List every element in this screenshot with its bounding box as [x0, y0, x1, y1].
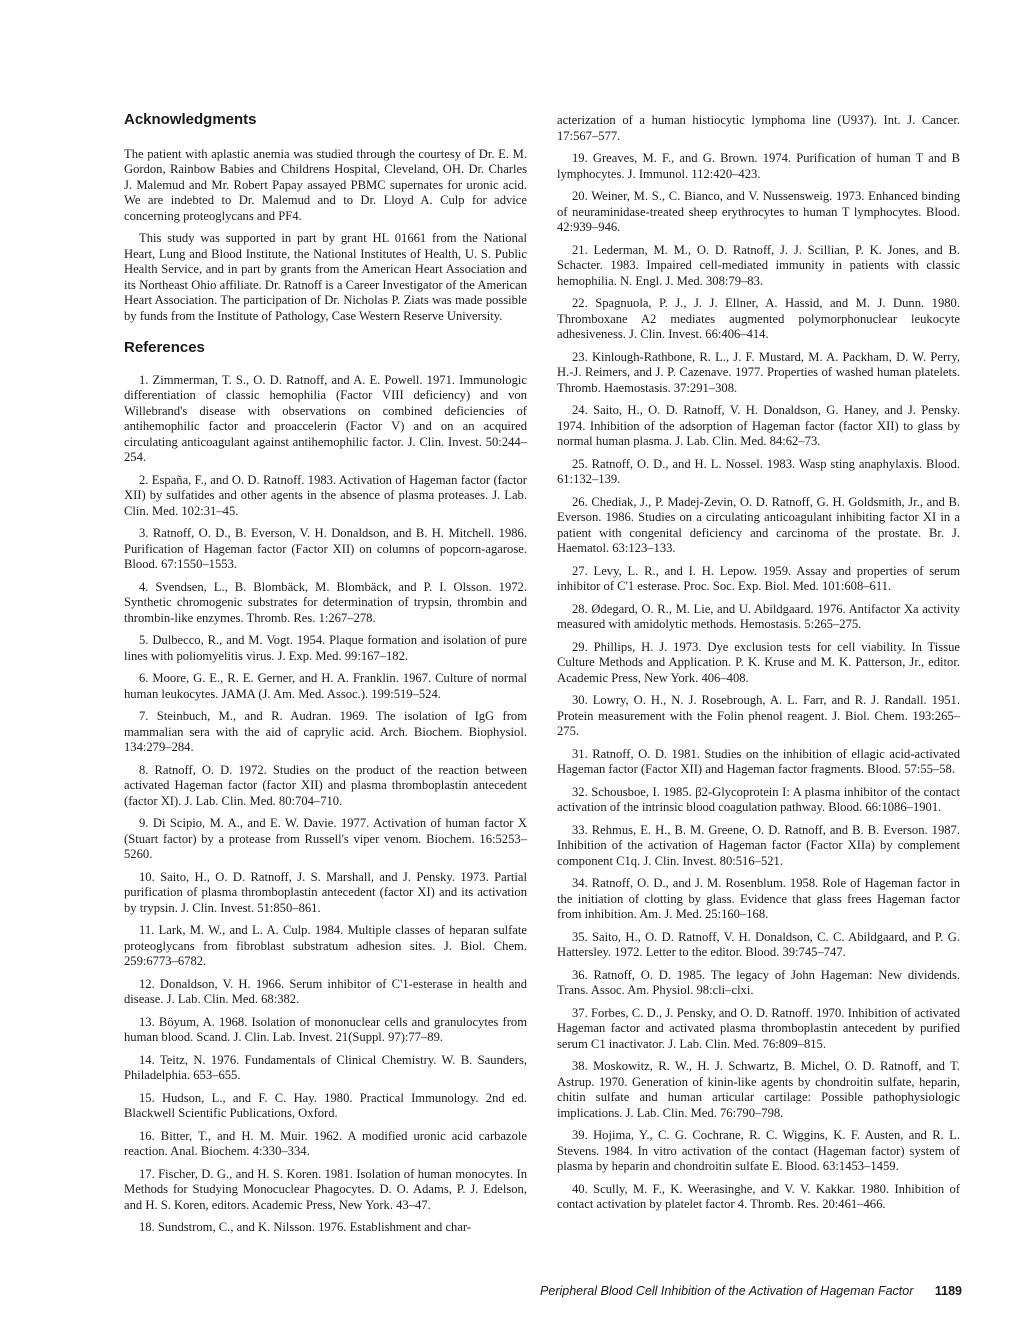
reference-item: 40. Scully, M. F., K. Weerasinghe, and V. V. Kakkar. 1980. Inhibition of contact activation by platelet factor 4. Thromb. Res. 20:461–466. [557, 1181, 960, 1211]
reference-item: 34. Ratnoff, O. D., and J. M. Rosenblum. 1958. Role of Hageman factor in the initiation of clotting by glass. Evidence that glass frees Hageman factor from inhibition. Am. J. Med. 25:160–168. [557, 876, 960, 921]
reference-item: 16. Bitter, T., and H. M. Muir. 1962. A modified uronic acid carbazole reaction. Anal. Biochem. 4:330–334. [124, 1128, 527, 1158]
reference-item: 8. Ratnoff, O. D. 1972. Studies on the product of the reaction between activated Hageman factor (factor XII) and plasma thromboplastin antecedent (factor XI). J. Lab. Clin. Med. 80:704–710. [124, 762, 527, 808]
reference-item: 11. Lark, M. W., and L. A. Culp. 1984. Multiple classes of heparan sulfate proteoglycans from fibroblast substratum adhesion sites. J. Biol. Chem. 259:6773–6782. [124, 923, 527, 968]
reference-item: 6. Moore, G. E., R. E. Gerner, and H. A. Franklin. 1967. Culture of normal human leukocytes. JAMA (J. Am. Med. Assoc.). 199:519–524. [124, 671, 527, 701]
reference-list-right [557, 113, 960, 1213]
reference-item: 38. Moskowitz, R. W., H. J. Schwartz, B. Michel, O. D. Ratnoff, and T. Astrup. 1970. Generation of kinin-like agents by chondroitin sulfate, heparin, chitin sulfate and human articular cartilage: Possible pathophysiologic implications. J. Lab. Clin. Med. 76:790–798. [557, 1059, 960, 1120]
reference-item: 26. Chediak, J., P. Madej-Zevin, O. D. Ratnoff, G. H. Goldsmith, Jr., and B. Everson. 1986. Studies on a circulating anticoagulant inhibiting factor XI in a patient with congenital deficiency and carcinoma of the prostate. Br. J. Haematol. 63:123–133. [557, 494, 960, 555]
reference-item: 32. Schousboe, I. 1985. β2-Glycoprotein I: A plasma inhibitor of the contact activation of the intrinsic blood coagulation pathway. Blood. 66:1086–1901. [557, 784, 960, 814]
reference-item: 10. Saito, H., O. D. Ratnoff, J. S. Marshall, and J. Pensky. 1973. Partial purification of plasma thromboplastin antecedent (factor XI) and its activation by trypsin. J. Clin. Invest. 51:850–861. [124, 869, 527, 915]
reference-item: 14. Teitz, N. 1976. Fundamentals of Clinical Chemistry. W. B. Saunders, Philadelphia. 653–655. [124, 1052, 527, 1082]
acknowledgments-heading: Acknowledgments [124, 111, 257, 128]
acknowledgments-paragraph: This study was supported in part by grant HL 01661 from the National Heart, Lung and Blood Institute, the National Institutes of Health, U. S. Public Health Service, and in part by grants from the American Heart Association and its Northeast Ohio affiliate. Dr. Ratnoff is a Career Investigator of the American Heart Association. The participation of Dr. Nicholas P. Ziats was made possible by funds from the Institute of Pathology, Case Western Reserve University. [124, 231, 527, 323]
reference-item: 35. Saito, H., O. D. Ratnoff, V. H. Donaldson, C. C. Abildgaard, and P. G. Hattersley. 1972. Letter to the editor. Blood. 39:745–747. [557, 929, 960, 959]
reference-item: 24. Saito, H., O. D. Ratnoff, V. H. Donaldson, G. Haney, and J. Pensky. 1974. Inhibition of the adsorption of Hageman factor (factor XII) to glass by normal human plasma. J. Lab. Clin. Med. 84:62–73. [557, 403, 960, 448]
reference-item: 27. Levy, L. R., and I. H. Lepow. 1959. Assay and properties of serum inhibitor of C'1 esterase. Proc. Soc. Exp. Biol. Med. 101:608–611. [557, 563, 960, 593]
reference-item: 23. Kinlough-Rathbone, R. L., J. F. Mustard, M. A. Packham, D. W. Perry, H.-J. Reimers, and J. P. Cazenave. 1977. Properties of washed human platelets. Thromb. Haemostasis. 37:291–308. [557, 349, 960, 395]
left-column [124, 112, 527, 1243]
reference-item: 13. Böyum, A. 1968. Isolation of mononuclear cells and granulocytes from human blood. Scand. J. Clin. Lab. Invest. 21(Suppl. 97):77–89. [124, 1014, 527, 1044]
reference-item: 21. Lederman, M. M., O. D. Ratnoff, J. J. Scillian, P. K. Jones, and B. Schacter. 1983. Impaired cell-mediated immunity in patients with classic hemophilia. N. Engl. J. Med. 308:79–83. [557, 242, 960, 288]
reference-item: 9. Di Scipio, M. A., and E. W. Davie. 1977. Activation of human factor X (Stuart factor) by a protease from Russell's viper venom. Biochem. 16:5253–5260. [124, 816, 527, 861]
reference-list-left [124, 373, 527, 1236]
reference-item: 29. Phillips, H. J. 1973. Dye exclusion tests for cell viability. In Tissue Culture Methods and Application. P. K. Kruse and M. K. Patterson, Jr., editor. Academic Press, New York. 406–408. [557, 639, 960, 685]
reference-item: 3. Ratnoff, O. D., B. Everson, V. H. Donaldson, and B. H. Mitchell. 1986. Purification of Hageman factor (Factor XII) on columns of popcorn-agarose. Blood. 67:1550–1553. [124, 526, 527, 571]
reference-item: 1. Zimmerman, T. S., O. D. Ratnoff, and A. E. Powell. 1971. Immunologic differentiation of classic hemophilia (Factor VIII deficiency) and von Willebrand's disease with observations on combined deficiencies of antihemophilic factor and proaccelerin (Factor V) and on an acquired circulating anticoagulant against antihemophilic factor. J. Clin. Invest. 50:244–254. [124, 372, 527, 464]
reference-item: 2. España, F., and O. D. Ratnoff. 1983. Activation of Hageman factor (factor XII) by sulfatides and other agents in the absence of plasma proteases. J. Lab. Clin. Med. 102:31–45. [124, 472, 527, 518]
reference-item: 28. Ødegard, O. R., M. Lie, and U. Abildgaard. 1976. Antifactor Xa activity measured with amidolytic methods. Hemostasis. 5:265–275. [557, 601, 960, 631]
running-title: Peripheral Blood Cell Inhibition of the Activation of Hageman Factor [540, 1284, 914, 1298]
reference-item: 17. Fischer, D. G., and H. S. Koren. 1981. Isolation of human monocytes. In Methods for Studying Monocuclear Phagocytes. D. O. Adams, P. J. Edelson, and H. S. Koren, editors. Academic Press, New York. 43–47. [124, 1166, 527, 1212]
reference-item: 7. Steinbuch, M., and R. Audran. 1969. The isolation of IgG from mammalian sera with the aid of caprylic acid. Arch. Biochem. Biophysiol. 134:279–284. [124, 709, 527, 754]
reference-item: 36. Ratnoff, O. D. 1985. The legacy of John Hageman: New dividends. Trans. Assoc. Am. Physiol. 98:cli–clxi. [557, 967, 960, 997]
reference-item: 22. Spagnuola, P. J., J. J. Ellner, A. Hassid, and M. J. Dunn. 1980. Thromboxane A2 mediates augmented polymorphonuclear leukocyte adhesiveness. J. Clin. Invest. 66:406–414. [557, 296, 960, 341]
reference-item: 33. Rehmus, E. H., B. M. Greene, O. D. Ratnoff, and B. B. Everson. 1987. Inhibition of the activation of Hageman factor (Factor XIIa) by complement component C1q. J. Clin. Invest. 80:516–521. [557, 822, 960, 868]
page-footer [540, 1284, 962, 1298]
acknowledgments-paragraph: The patient with aplastic anemia was studied through the courtesy of Dr. E. M. Gordon, Rainbow Babies and Childrens Hospital, Cleveland, OH. Dr. Charles J. Malemud and Mr. Robert Papay assayed PBMC supernates for uronic acid. We are indebted to Dr. Malemud and to Dr. Lloyd A. Culp for advice concerning proteoglycans and PF4. [124, 146, 527, 223]
reference-item: 18. Sundstrom, C., and K. Nilsson. 1976. Establishment and char- [139, 1220, 472, 1234]
right-column [557, 113, 960, 1220]
reference-item: 4. Svendsen, L., B. Blombäck, M. Blombäck, and P. I. Olsson. 1972. Synthetic chromogenic substrates for determination of trypsin, thrombin and thrombin-like enzymes. Thromb. Res. 1:267–278. [124, 579, 527, 625]
reference-item: 30. Lowry, O. H., N. J. Rosebrough, A. L. Farr, and R. J. Randall. 1951. Protein measurement with the Folin phenol reagent. J. Biol. Chem. 193:265–275. [557, 693, 960, 738]
reference-item: 15. Hudson, L., and F. C. Hay. 1980. Practical Immunology. 2nd ed. Blackwell Scientific Publications, Oxford. [124, 1090, 527, 1120]
reference-item: 25. Ratnoff, O. D., and H. L. Nossel. 1983. Wasp sting anaphylaxis. Blood. 61:132–139. [557, 456, 960, 486]
references-heading: References [124, 339, 205, 356]
reference-item: 12. Donaldson, V. H. 1966. Serum inhibitor of C'1-esterase in health and disease. J. Lab. Clin. Med. 68:382. [124, 976, 527, 1006]
reference-item: 31. Ratnoff, O. D. 1981. Studies on the inhibition of ellagic acid-activated Hageman factor (Factor XII) and Hageman factor fragments. Blood. 57:55–58. [557, 746, 960, 776]
reference-item: 20. Weiner, M. S., C. Bianco, and V. Nussensweig. 1973. Enhanced binding of neuraminidase-treated sheep erythrocytes to human T lymphocytes. Blood. 42:939–946. [557, 189, 960, 234]
reference-item: 39. Hojima, Y., C. G. Cochrane, R. C. Wiggins, K. F. Austen, and R. L. Stevens. 1984. In vitro activation of the contact (Hageman factor) system of plasma by heparin and chondroitin sulfate E. Blood. 63:1453–1459. [557, 1128, 960, 1173]
reference-item: 5. Dulbecco, R., and M. Vogt. 1954. Plaque formation and isolation of pure lines with poliomyelitis virus. J. Exp. Med. 99:167–182. [124, 633, 527, 663]
reference-item: 37. Forbes, C. D., J. Pensky, and O. D. Ratnoff. 1970. Inhibition of activated Hageman factor and activated plasma thromboplastin antecedent by purified serum C1 inactivator. J. Lab. Clin. Med. 76:809–815. [557, 1005, 960, 1051]
reference-item: acterization of a human histiocytic lymphoma line (U937). Int. J. Cancer. 17:567–577. [557, 113, 960, 143]
page-number: 1189 [934, 1284, 962, 1298]
reference-item: 19. Greaves, M. F., and G. Brown. 1974. Purification of human T and B lymphocytes. J. Immunol. 112:420–423. [557, 151, 960, 181]
